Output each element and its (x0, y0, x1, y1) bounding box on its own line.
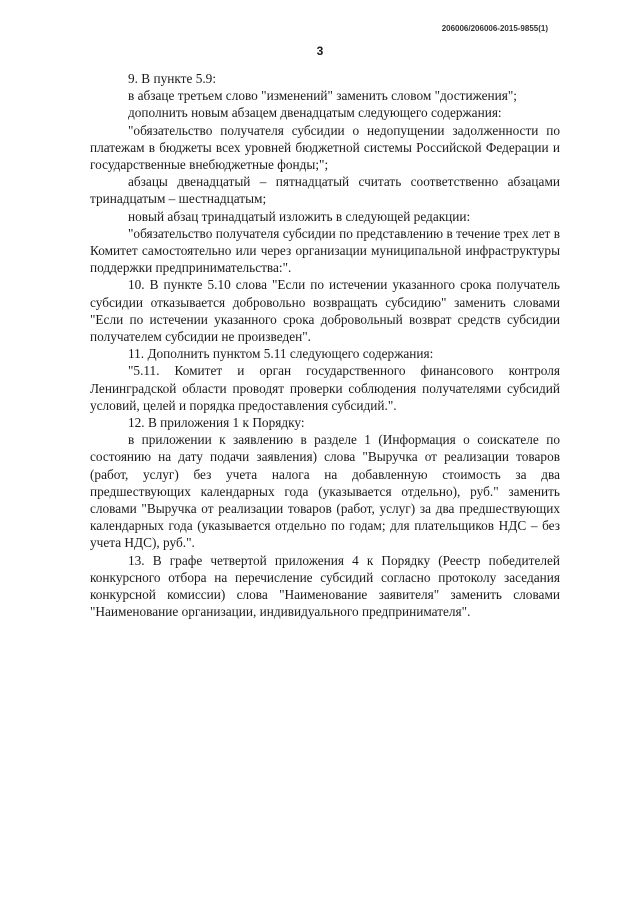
paragraph-item-13: 13. В графе четвертой приложения 4 к Порядку (Реестр победителей конкурсного отбора на перечисление субсидий согласно протоколу заседания конкурсной комиссии) слова "Наименование заявителя" заменить словами "Наименование организации, индивидуального предпринимателя". (90, 552, 560, 620)
paragraph-item-11: 11. Дополнить пунктом 5.11 следующего содержания: (128, 346, 434, 362)
paragraph-9-quote-obligation: "обязательство получателя субсидии о недопущении задолженности по платежам в бюджеты всех уровней бюджетной системы Российской Федерации и государственные внебюджетные фонды;"; (90, 122, 560, 173)
paragraph-9-quote-reporting: "обязательство получателя субсидии по представлению в течение трех лет в Комитет самостоятельно или через организации муниципальной инфраструктуры поддержки предпринимательства:". (90, 225, 560, 276)
paragraph-12-detail: в приложении к заявлению в разделе 1 (Информация о соискателе по состоянию на дату подачи заявления) слова "Выручка от реализации товаров (работ, услуг) без учета налога на добавленную стоимость за два предшествующих календарных года (указывается отдельно), руб." заменить словами "Выручка от реализации товаров (работ, услуг) за два предшествующих календарных года (указывается отдельно по годам; для плательщиков НДС – без учета НДС), руб.". (90, 432, 560, 551)
document-body (90, 70, 560, 621)
paragraph-9-new-13: новый абзац тринадцатый изложить в следующей редакции: (128, 208, 471, 224)
paragraph-9-add-12: дополнить новым абзацем двенадцатым следующего содержания: (128, 105, 502, 121)
paragraph-item-9: 9. В пункте 5.9: (128, 71, 217, 86)
paragraph-11-quote: "5.11. Комитет и орган государственного финансового контроля Ленинградской области проводят проверки соблюдения получателями субсидий условий, целей и порядка предоставления субсидий.". (90, 363, 560, 413)
paragraph-item-12: 12. В приложения 1 к Порядку: (128, 415, 305, 431)
page-number: 3 (316, 44, 324, 58)
paragraph-9-renumber: абзацы двенадцатый – пятнадцатый считать соответственно абзацами тринадцатым – шестнадцатым; (90, 174, 560, 207)
document-id: 206006/206006-2015-9855(1) (441, 24, 548, 33)
paragraph-9-abzac-3: в абзаце третьем слово "изменений" заменить словом "достижения"; (128, 88, 517, 104)
paragraph-item-10: 10. В пункте 5.10 слова "Если по истечении указанного срока получатель субсидии отказывается добровольно возвращать субсидию" заменить словами "Если по истечении указанного срока добровольный возврат средств субсидии получателем субсидии не произведен". (90, 277, 560, 345)
